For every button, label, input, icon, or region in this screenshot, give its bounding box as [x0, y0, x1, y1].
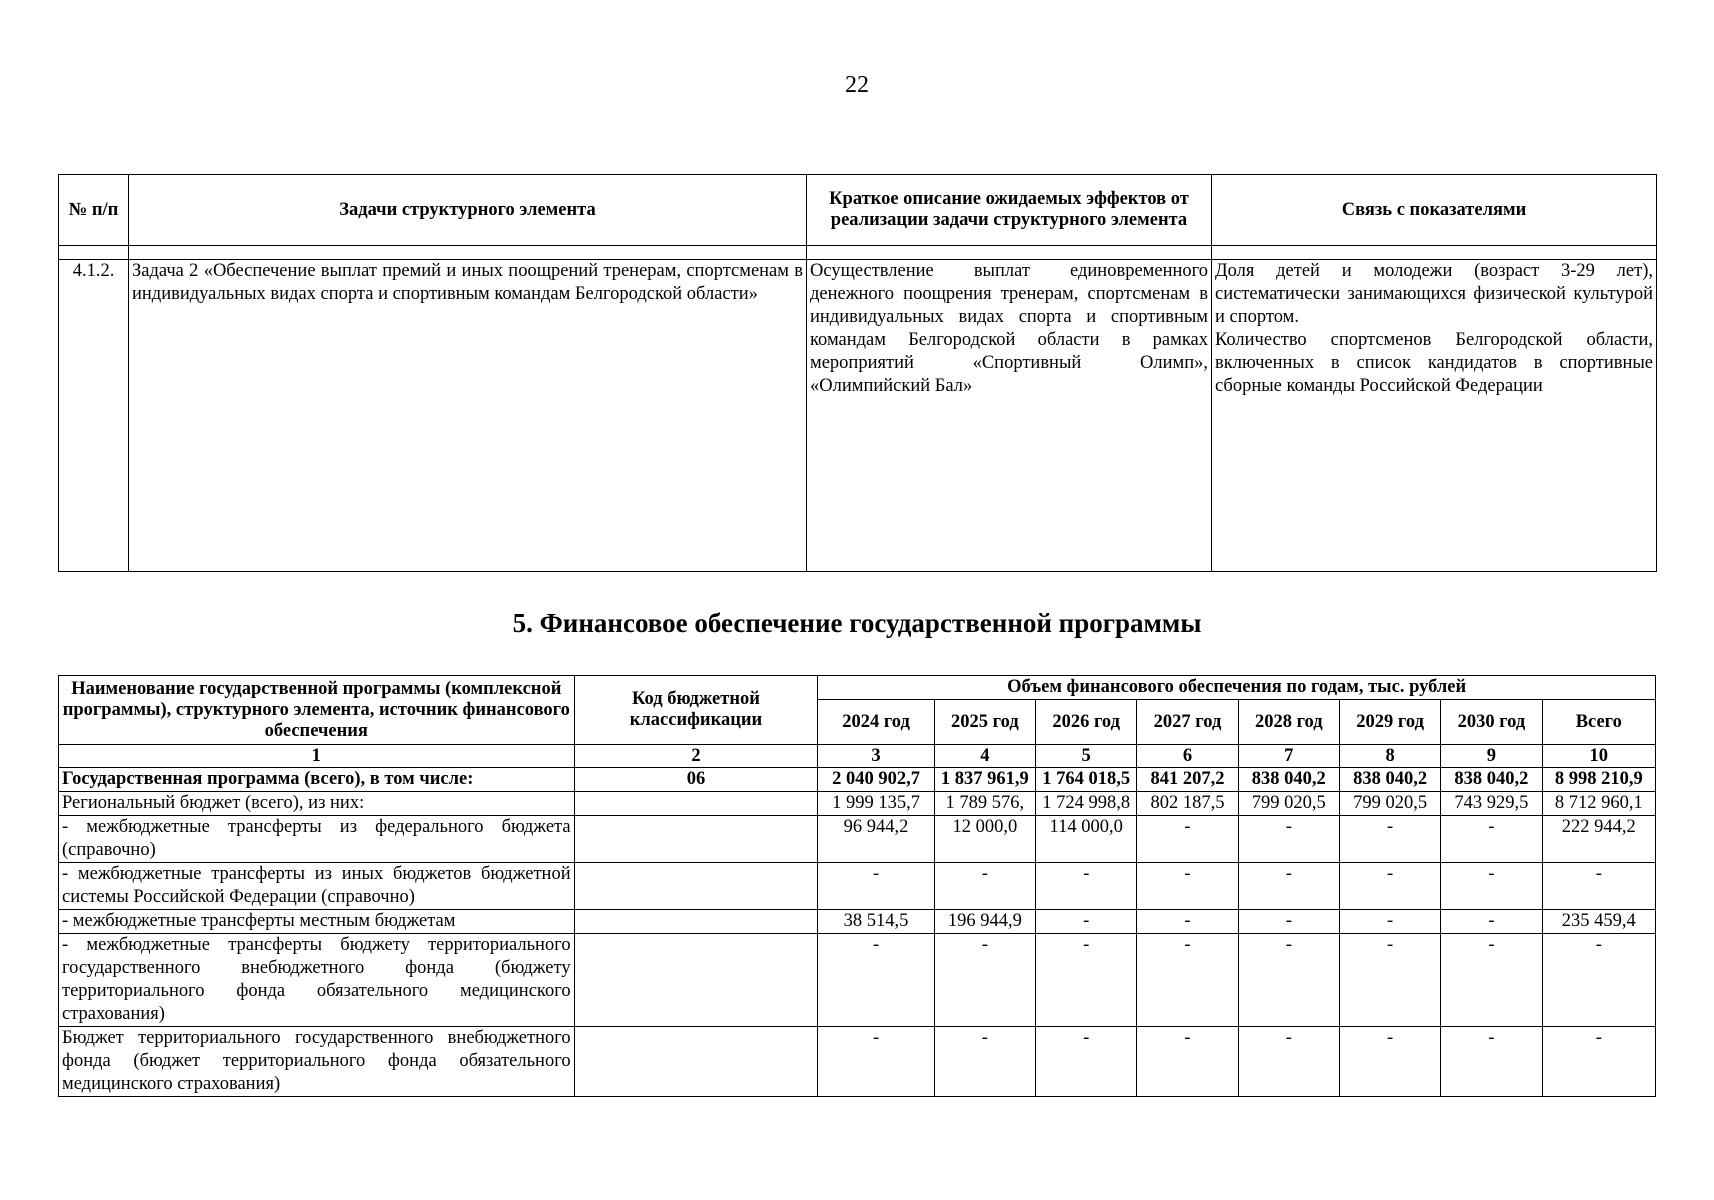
row-value: 1 724 998,8	[1036, 792, 1137, 816]
task-number: 4.1.2.	[59, 260, 129, 572]
row-value: -	[1137, 863, 1238, 910]
row-code	[574, 792, 818, 816]
row-value: -	[1137, 910, 1238, 934]
header-num: № п/п	[59, 175, 129, 246]
header-effects: Краткое описание ожидаемых эффектов от реализации задачи структурного элемента	[807, 175, 1212, 246]
row-value: -	[1137, 1027, 1238, 1097]
row-value: 1 837 961,9	[934, 768, 1035, 792]
row-value: -	[1036, 1027, 1137, 1097]
row-value: -	[1441, 1027, 1542, 1097]
col-number: 4	[934, 745, 1035, 768]
row-name: - межбюджетные трансферты из иных бюджетов бюджетной системы Российской Федерации (справочно)	[59, 863, 575, 910]
row-total: -	[1542, 934, 1655, 1027]
row-value: 838 040,2	[1238, 768, 1339, 792]
col-number: 9	[1441, 745, 1542, 768]
row-value: -	[1137, 934, 1238, 1027]
row-name: - межбюджетные трансферты из федерального бюджета (справочно)	[59, 816, 575, 863]
row-value: -	[1238, 816, 1339, 863]
row-value: -	[818, 863, 934, 910]
col-number: 5	[1036, 745, 1137, 768]
row-value: 2 040 902,7	[818, 768, 934, 792]
row-code	[574, 934, 818, 1027]
row-value: 838 040,2	[1441, 768, 1542, 792]
row-value: -	[1137, 816, 1238, 863]
row-total: -	[1542, 863, 1655, 910]
page-number: 22	[845, 72, 869, 98]
row-value: -	[1441, 816, 1542, 863]
row-value: -	[934, 1027, 1035, 1097]
col-number: 2	[574, 745, 818, 768]
finance-header-row	[59, 676, 1656, 700]
row-total: -	[1542, 1027, 1655, 1097]
header-total: Всего	[1542, 700, 1655, 745]
row-value: 38 514,5	[818, 910, 934, 934]
row-value: 799 020,5	[1339, 792, 1440, 816]
row-value: 802 187,5	[1137, 792, 1238, 816]
col-number: 10	[1542, 745, 1655, 768]
row-value: -	[1441, 934, 1542, 1027]
row-total: 8 998 210,9	[1542, 768, 1655, 792]
row-code	[574, 910, 818, 934]
section-title: 5. Финансовое обеспечение государственной программы	[512, 608, 1202, 638]
column-numbers-row	[59, 745, 1656, 768]
table-row	[59, 1027, 1656, 1097]
row-value: 841 207,2	[1137, 768, 1238, 792]
header-link: Связь с показателями	[1212, 175, 1657, 246]
row-name: Государственная программа (всего), в том числе:	[59, 768, 575, 792]
row-value: -	[1238, 863, 1339, 910]
row-value: -	[1036, 910, 1137, 934]
row-value: -	[1441, 910, 1542, 934]
finance-table	[58, 675, 1656, 1097]
row-value: 838 040,2	[1339, 768, 1440, 792]
row-value: -	[934, 863, 1035, 910]
row-value: 1 789 576,	[934, 792, 1035, 816]
header-year: 2028 год	[1238, 700, 1339, 745]
header-task: Задачи структурного элемента	[129, 175, 807, 246]
tasks-spacer-row	[59, 246, 1657, 260]
col-number: 7	[1238, 745, 1339, 768]
table-row	[59, 260, 1657, 572]
row-total: 222 944,2	[1542, 816, 1655, 863]
row-value: -	[1339, 1027, 1440, 1097]
col-number: 1	[59, 745, 575, 768]
row-code	[574, 1027, 818, 1097]
tasks-header-row	[59, 175, 1657, 246]
tasks-table	[58, 174, 1657, 572]
row-value: -	[818, 1027, 934, 1097]
row-name: - межбюджетные трансферты бюджету территориального государственного внебюджетного фонда (бюджету территориального фонда обязательного медицинского страхования)	[59, 934, 575, 1027]
row-value: 196 944,9	[934, 910, 1035, 934]
row-name: Бюджет территориального государственного внебюджетного фонда (бюджет территориального фонда обязательного медицинского страхования)	[59, 1027, 575, 1097]
row-value: 743 929,5	[1441, 792, 1542, 816]
table-row	[59, 816, 1656, 863]
header-year: 2026 год	[1036, 700, 1137, 745]
table-row	[59, 768, 1656, 792]
row-code: 06	[574, 768, 818, 792]
row-value: -	[1036, 863, 1137, 910]
col-number: 6	[1137, 745, 1238, 768]
row-value: -	[1238, 1027, 1339, 1097]
row-value: -	[1036, 934, 1137, 1027]
task-description: Задача 2 «Обеспечение выплат премий и иных поощрений тренерам, спортсменам в индивидуальных видах спорта и спортивным командам Белгородской области»	[129, 260, 807, 572]
task-indicators	[1212, 260, 1657, 572]
table-row	[59, 910, 1656, 934]
row-code	[574, 863, 818, 910]
task-effects: Осуществление выплат единовременного денежного поощрения тренерам, спортсменам в индивидуальных видах спорта и спортивным командам Белгородской области в рамках мероприятий «Спортивный Олимп», «Олимпийский Бал»	[807, 260, 1212, 572]
row-value: -	[818, 934, 934, 1027]
row-value: -	[1339, 934, 1440, 1027]
row-value: -	[1339, 910, 1440, 934]
row-value: 1 999 135,7	[818, 792, 934, 816]
header-name: Наименование государственной программы (комплексной программы), структурного элемента, источник финансового обеспечения	[59, 676, 575, 745]
row-value: -	[1238, 934, 1339, 1027]
row-value: 1 764 018,5	[1036, 768, 1137, 792]
row-total: 8 712 960,1	[1542, 792, 1655, 816]
row-value: -	[934, 934, 1035, 1027]
row-value: 799 020,5	[1238, 792, 1339, 816]
header-year: 2027 год	[1137, 700, 1238, 745]
row-value: -	[1238, 910, 1339, 934]
indicator-2: Количество спортсменов Белгородской области, включенных в список кандидатов в спортивные сборные команды Российской Федерации	[1215, 330, 1653, 396]
row-value: -	[1339, 863, 1440, 910]
row-value: 96 944,2	[818, 816, 934, 863]
row-value: -	[1339, 816, 1440, 863]
row-name: - межбюджетные трансферты местным бюджетам	[59, 910, 575, 934]
header-year: 2025 год	[934, 700, 1035, 745]
col-number: 3	[818, 745, 934, 768]
header-year: 2024 год	[818, 700, 934, 745]
row-value: 12 000,0	[934, 816, 1035, 863]
row-name: Региональный бюджет (всего), из них:	[59, 792, 575, 816]
table-row	[59, 934, 1656, 1027]
header-code: Код бюджетной классификации	[574, 676, 818, 745]
table-row	[59, 792, 1656, 816]
indicator-1: Доля детей и молодежи (возраст 3-29 лет), систематически занимающихся физической культурой и спортом.	[1215, 261, 1653, 327]
row-value: 114 000,0	[1036, 816, 1137, 863]
table-row	[59, 863, 1656, 910]
header-year: 2030 год	[1441, 700, 1542, 745]
header-year: 2029 год	[1339, 700, 1440, 745]
header-volume: Объем финансового обеспечения по годам, тыс. рублей	[818, 676, 1656, 700]
col-number: 8	[1339, 745, 1440, 768]
row-total: 235 459,4	[1542, 910, 1655, 934]
row-value: -	[1441, 863, 1542, 910]
row-code	[574, 816, 818, 863]
